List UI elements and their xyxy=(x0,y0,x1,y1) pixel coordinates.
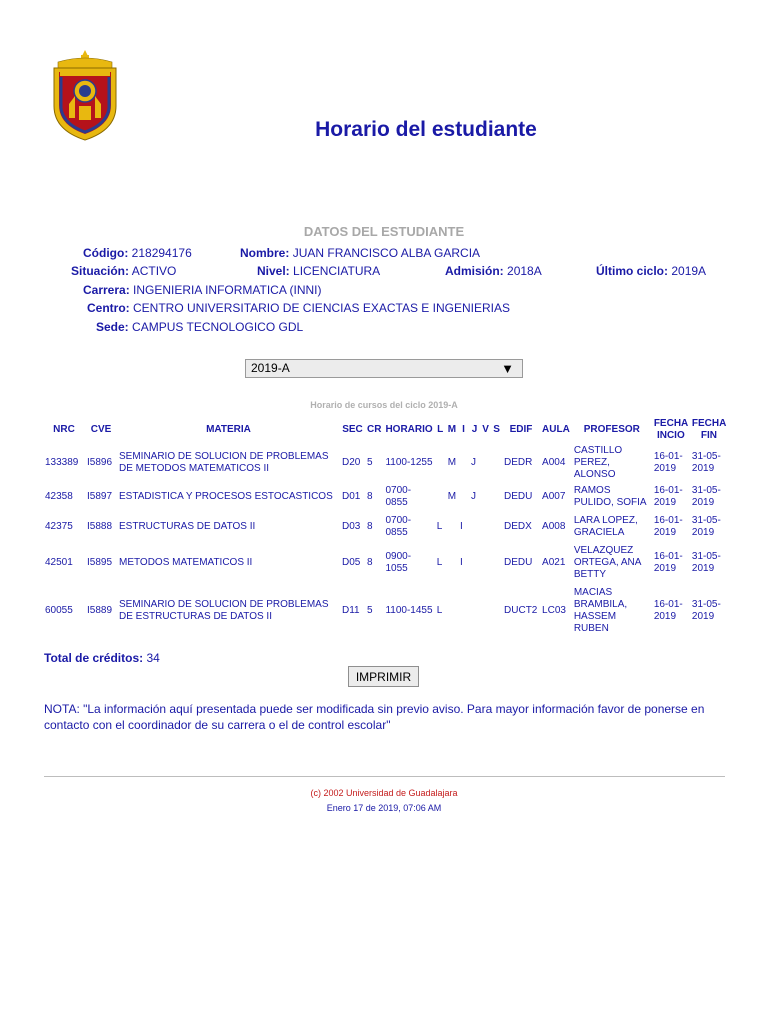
aula-cell: A004 xyxy=(542,457,566,468)
col-header-s: S xyxy=(493,424,500,435)
nrc-cell: 42375 xyxy=(45,521,73,532)
fecha-fin-cell: 31-05-2019 xyxy=(691,515,721,538)
admision-field xyxy=(445,264,542,278)
fecha-inicio-cell: 16-01-2019 xyxy=(653,485,683,508)
day-i-cell xyxy=(458,482,469,512)
nrc-cell: 42501 xyxy=(45,557,73,568)
day-l-cell xyxy=(435,444,446,482)
profesor-cell: VELAZQUEZ ORTEGA, ANA BETTY xyxy=(573,545,641,580)
sec-cell: D20 xyxy=(342,457,361,468)
table-row xyxy=(43,482,728,512)
ultimo-ciclo-label: Último ciclo: xyxy=(596,264,669,278)
table-row xyxy=(43,512,728,542)
day-m-cell xyxy=(446,584,458,638)
day-j-cell xyxy=(469,584,480,638)
col-header-materia: MATERIA xyxy=(206,424,251,435)
centro-field xyxy=(87,301,510,315)
total-credits-value: 34 xyxy=(146,651,160,665)
nrc-cell: 60055 xyxy=(45,605,73,616)
edif-cell: DEDR xyxy=(504,457,533,468)
print-button[interactable]: IMPRIMIR xyxy=(348,666,419,687)
day-v-cell xyxy=(480,512,491,542)
aula-cell: A007 xyxy=(542,491,566,502)
total-credits-label: Total de créditos: xyxy=(44,651,144,665)
fecha-inicio-cell: 16-01-2019 xyxy=(653,551,683,574)
situacion-label: Situación: xyxy=(71,264,130,278)
materia-cell: ESTRUCTURAS DE DATOS II xyxy=(119,521,256,532)
col-header-cr: CR xyxy=(367,424,382,435)
codigo-field xyxy=(83,246,192,260)
carrera-field xyxy=(83,283,322,297)
aula-cell: LC03 xyxy=(542,605,566,616)
nivel-field xyxy=(257,264,380,278)
day-l-cell: L xyxy=(436,521,443,532)
nombre-label: Nombre: xyxy=(240,246,290,260)
horario-cell: 0700-0855 xyxy=(385,485,412,508)
fecha-fin-cell: 31-05-2019 xyxy=(691,451,721,474)
col-header-l: L xyxy=(437,424,444,435)
profesor-cell: LARA LOPEZ, GRACIELA xyxy=(573,515,638,538)
day-m-cell: M xyxy=(447,491,457,502)
profesor-cell: MACIAS BRAMBILA, HASSEM RUBEN xyxy=(573,587,628,634)
chevron-down-icon: ▼ xyxy=(501,361,514,376)
fecha-fin-cell: 31-05-2019 xyxy=(691,551,721,574)
aula-cell: A008 xyxy=(542,521,566,532)
materia-cell: SEMINARIO DE SOLUCION DE PROBLEMAS DE ESTRUCTURAS DE DATOS II xyxy=(119,599,329,622)
col-header-m: M xyxy=(447,424,457,435)
day-j-cell: J xyxy=(471,457,477,468)
edif-cell: DUCT2 xyxy=(504,605,538,616)
materia-cell: METODOS MATEMATICOS II xyxy=(119,557,253,568)
day-i-cell: I xyxy=(460,521,463,532)
col-header-horario: HORARIO xyxy=(385,424,433,435)
nombre-field xyxy=(240,246,480,260)
nivel-value: LICENCIATURA xyxy=(293,264,381,278)
cve-cell: I5889 xyxy=(87,605,113,616)
admision-label: Admisión: xyxy=(445,264,504,278)
codigo-value: 218294176 xyxy=(131,246,192,260)
col-header-edif: EDIF xyxy=(509,424,533,435)
col-header-aula: AULA xyxy=(542,424,570,435)
day-j-cell xyxy=(469,542,480,584)
nrc-cell: 42358 xyxy=(45,491,73,502)
total-credits xyxy=(44,651,160,665)
col-header-cve: CVE xyxy=(90,424,112,435)
sec-cell: D11 xyxy=(342,605,360,616)
day-m-cell xyxy=(446,542,458,584)
col-header-fecha-fin: FECHA FIN xyxy=(691,418,727,441)
sec-cell: D01 xyxy=(342,491,361,502)
horario-cell: 1100-1455 xyxy=(385,605,433,616)
col-header-profesor: PROFESOR xyxy=(583,424,640,435)
situacion-field xyxy=(71,264,176,278)
day-l-cell xyxy=(435,482,446,512)
ultimo-ciclo-value: 2019A xyxy=(671,264,707,278)
aula-cell: A021 xyxy=(542,557,566,568)
cve-cell: I5895 xyxy=(87,557,113,568)
page-timestamp: Enero 17 de 2019, 07:06 AM xyxy=(326,803,442,813)
col-header-j: J xyxy=(471,424,478,435)
day-l-cell: L xyxy=(436,557,443,568)
fecha-fin-cell: 31-05-2019 xyxy=(691,599,721,622)
page-title: Horario del estudiante xyxy=(315,118,537,141)
day-s-cell xyxy=(491,482,502,512)
carrera-label: Carrera: xyxy=(83,283,130,297)
cr-cell: 8 xyxy=(367,491,373,502)
cycle-select[interactable] xyxy=(245,359,523,378)
centro-label: Centro: xyxy=(87,301,130,315)
edif-cell: DEDU xyxy=(504,557,533,568)
cr-cell: 8 xyxy=(367,521,373,532)
edif-cell: DEDX xyxy=(504,521,532,532)
sec-cell: D03 xyxy=(342,521,361,532)
fecha-fin-cell: 31-05-2019 xyxy=(691,485,721,508)
profesor-cell: RAMOS PULIDO, SOFIA xyxy=(573,485,647,508)
ultimo-ciclo-field xyxy=(596,264,706,278)
table-row xyxy=(43,584,728,638)
student-section-title: DATOS DEL ESTUDIANTE xyxy=(303,224,465,239)
day-v-cell xyxy=(480,482,491,512)
disclaimer-note: NOTA: "La información aquí presentada puede ser modificada sin previo aviso. Para mayor información favor de ponerse en contacto con el coordinador de su carrera o el de control escolar" xyxy=(44,702,705,732)
fecha-inicio-cell: 16-01-2019 xyxy=(653,451,683,474)
col-header-nrc: NRC xyxy=(53,424,75,435)
cve-cell: I5888 xyxy=(87,521,113,532)
col-header-fecha-inicio: FECHA INCIO xyxy=(653,418,689,441)
nombre-value: JUAN FRANCISCO ALBA GARCIA xyxy=(292,246,481,260)
cr-cell: 5 xyxy=(367,605,373,616)
profesor-cell: CASTILLO PEREZ, ALONSO xyxy=(573,445,623,480)
fecha-inicio-cell: 16-01-2019 xyxy=(653,599,683,622)
day-s-cell xyxy=(491,512,502,542)
day-m-cell xyxy=(446,512,458,542)
cve-cell: I5896 xyxy=(87,457,113,468)
table-row xyxy=(43,444,728,482)
day-s-cell xyxy=(491,584,502,638)
codigo-label: Código: xyxy=(83,246,129,260)
horario-cell: 0900-1055 xyxy=(385,551,412,574)
cycle-select-value: 2019-A xyxy=(251,361,290,375)
nrc-cell: 133389 xyxy=(45,457,79,468)
edif-cell: DEDU xyxy=(504,491,533,502)
table-row xyxy=(43,542,728,584)
schedule-caption: Horario de cursos del ciclo 2019-A xyxy=(310,400,458,410)
day-i-cell xyxy=(458,584,469,638)
day-m-cell: M xyxy=(447,457,457,468)
centro-value: CENTRO UNIVERSITARIO DE CIENCIAS EXACTAS E INGENIERIAS xyxy=(133,301,510,315)
day-v-cell xyxy=(480,542,491,584)
sec-cell: D05 xyxy=(342,557,361,568)
materia-cell: SEMINARIO DE SOLUCION DE PROBLEMAS DE METODOS MATEMATICOS II xyxy=(119,451,329,474)
cve-cell: I5897 xyxy=(87,491,113,502)
day-i-cell xyxy=(458,444,469,482)
cr-cell: 8 xyxy=(367,557,373,568)
nivel-label: Nivel: xyxy=(257,264,290,278)
schedule-table xyxy=(43,416,728,638)
day-v-cell xyxy=(480,444,491,482)
cr-cell: 5 xyxy=(367,457,373,468)
sede-label: Sede: xyxy=(96,320,129,334)
col-header-i: I xyxy=(462,424,465,435)
sede-value: CAMPUS TECNOLOGICO GDL xyxy=(132,320,304,334)
schedule-header-row xyxy=(43,416,728,444)
day-s-cell xyxy=(491,444,502,482)
copyright-text: (c) 2002 Universidad de Guadalajara xyxy=(310,788,458,798)
footer-divider xyxy=(44,776,725,777)
day-j-cell xyxy=(469,512,480,542)
col-header-sec: SEC xyxy=(342,424,363,435)
materia-cell: ESTADISTICA Y PROCESOS ESTOCASTICOS xyxy=(119,491,333,502)
day-j-cell: J xyxy=(471,491,477,502)
day-v-cell xyxy=(480,584,491,638)
carrera-value: INGENIERIA INFORMATICA (INNI) xyxy=(133,283,322,297)
day-s-cell xyxy=(491,542,502,584)
day-l-cell: L xyxy=(436,605,443,616)
fecha-inicio-cell: 16-01-2019 xyxy=(653,515,683,538)
admision-value: 2018A xyxy=(507,264,542,278)
situacion-value: ACTIVO xyxy=(131,264,177,278)
horario-cell: 0700-0855 xyxy=(385,515,412,538)
day-i-cell: I xyxy=(460,557,463,568)
sede-field xyxy=(96,320,303,334)
col-header-v: V xyxy=(482,424,489,435)
horario-cell: 1100-1255 xyxy=(385,457,433,468)
